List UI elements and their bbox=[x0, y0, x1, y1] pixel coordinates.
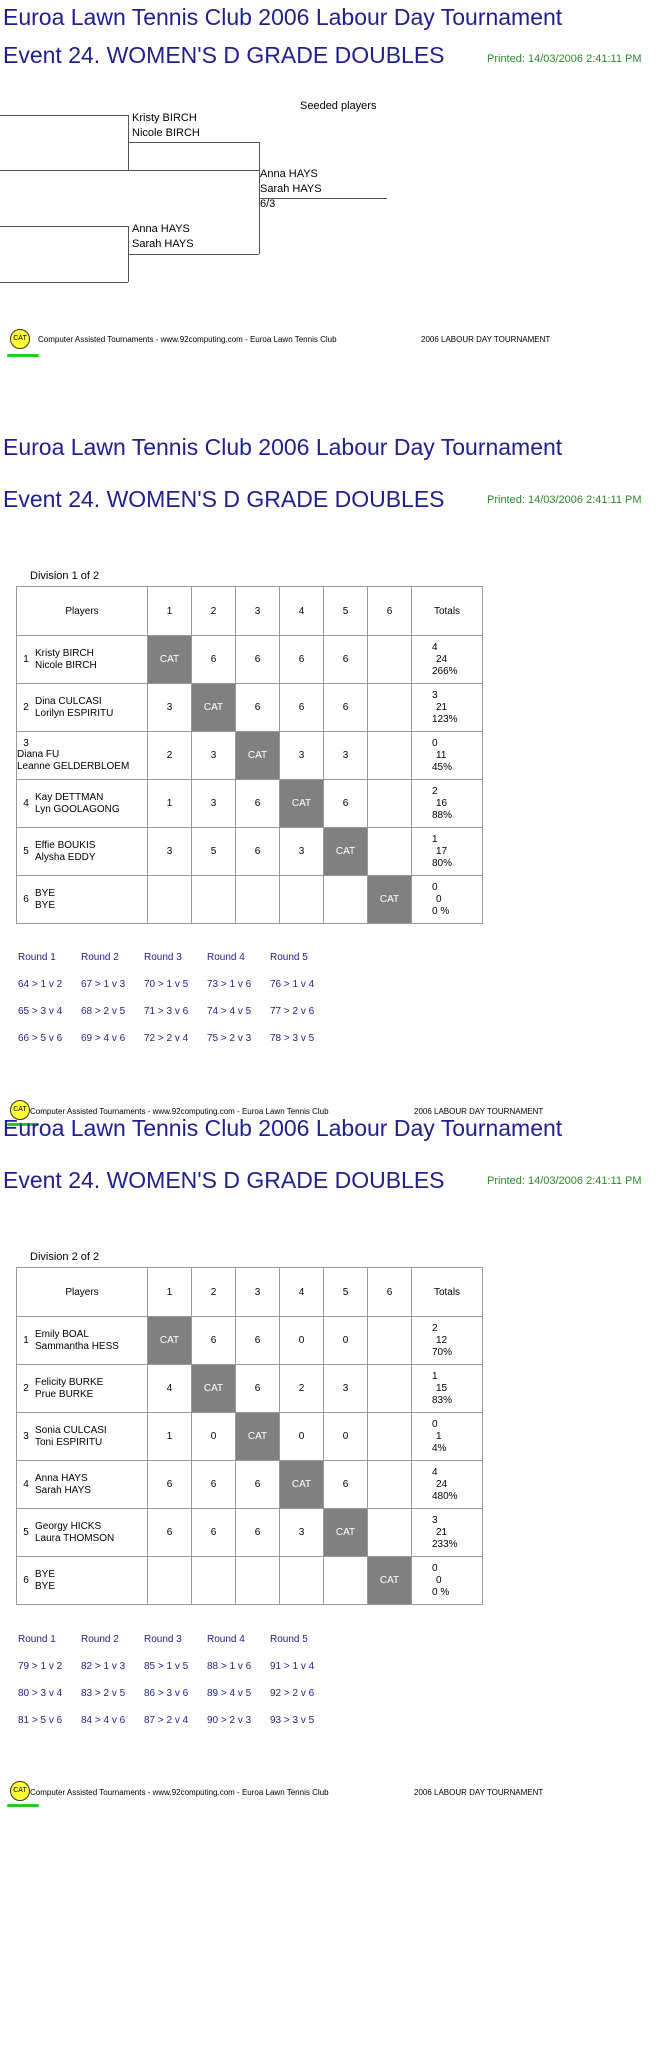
score-cell: CAT bbox=[192, 1365, 236, 1413]
round-match: 91 > 1 v 4 bbox=[270, 1661, 315, 1672]
round-label: Round 3 bbox=[144, 952, 182, 963]
score-cell bbox=[148, 1557, 192, 1605]
round-match: 86 > 3 v 6 bbox=[144, 1688, 189, 1699]
round-column bbox=[207, 1633, 251, 1741]
round-label: Round 2 bbox=[81, 952, 119, 963]
round-match: 87 > 2 v 4 bbox=[144, 1715, 189, 1726]
round-match: 68 > 2 v 5 bbox=[81, 1006, 126, 1017]
totals-cell bbox=[412, 876, 483, 924]
round-match: 80 > 3 v 4 bbox=[18, 1688, 63, 1699]
player-cell bbox=[17, 1557, 148, 1605]
total-value: 12 bbox=[436, 1334, 448, 1346]
player-cell bbox=[17, 1413, 148, 1461]
totals-cell bbox=[412, 1509, 483, 1557]
col-header: 3 bbox=[236, 587, 280, 636]
page1-title: Euroa Lawn Tennis Club 2006 Labour Day Tournament bbox=[3, 4, 563, 30]
score-cell: 6 bbox=[236, 684, 280, 732]
page3-title: Euroa Lawn Tennis Club 2006 Labour Day Tournament bbox=[3, 1115, 563, 1141]
score-cell: 3 bbox=[324, 1365, 368, 1413]
totals-cell bbox=[412, 732, 483, 780]
score-cell: 0 bbox=[324, 1317, 368, 1365]
score-cell: 1 bbox=[148, 780, 192, 828]
score-cell: 0 bbox=[324, 1413, 368, 1461]
score-cell: 6 bbox=[236, 1509, 280, 1557]
score-cell: CAT bbox=[148, 1317, 192, 1365]
total-value: 0 bbox=[432, 881, 438, 893]
total-value: 1 bbox=[432, 833, 438, 845]
total-value: 16 bbox=[436, 797, 448, 809]
score-cell: 6 bbox=[192, 1461, 236, 1509]
player-name: Kay DETTMAN bbox=[35, 791, 104, 803]
player-name: Sonia CULCASI bbox=[35, 1424, 107, 1436]
score-cell: CAT bbox=[192, 684, 236, 732]
round-column bbox=[81, 951, 125, 1059]
player-name: Lorilyn ESPIRITU bbox=[35, 707, 114, 719]
total-value: 0 bbox=[432, 1562, 438, 1574]
score-cell bbox=[368, 1509, 412, 1557]
player-name: Nicole BIRCH bbox=[35, 659, 97, 671]
page3-event-title: Event 24. WOMEN'S D GRADE DOUBLES bbox=[3, 1167, 445, 1193]
totals-cell bbox=[412, 1365, 483, 1413]
total-value: 24 bbox=[436, 1478, 448, 1490]
col-header: 4 bbox=[280, 1268, 324, 1317]
total-value: 80% bbox=[432, 857, 453, 869]
score-cell: 6 bbox=[192, 1317, 236, 1365]
player-cell bbox=[17, 1365, 148, 1413]
total-value: 88% bbox=[432, 809, 453, 821]
player-name: BYE bbox=[35, 887, 56, 899]
totals-cell bbox=[412, 1317, 483, 1365]
row-number: 2 bbox=[23, 702, 29, 713]
table-row bbox=[17, 1461, 483, 1509]
round-match: 78 > 3 v 5 bbox=[270, 1033, 315, 1044]
total-value: 0 bbox=[432, 737, 438, 749]
table-row bbox=[17, 1557, 483, 1605]
page3-footer-right: 2006 LABOUR DAY TOURNAMENT bbox=[414, 1788, 544, 1797]
round-match: 72 > 2 v 4 bbox=[144, 1033, 189, 1044]
total-value: 0 bbox=[432, 1418, 438, 1430]
total-value: 4 bbox=[432, 1466, 438, 1478]
score-cell: 3 bbox=[280, 1509, 324, 1557]
total-value: 2 bbox=[432, 785, 438, 797]
totals-header: Totals bbox=[412, 587, 483, 636]
player-cell bbox=[17, 732, 148, 780]
total-value: 4% bbox=[432, 1442, 447, 1454]
draw-top-player-2: Nicole BIRCH bbox=[132, 127, 200, 139]
total-value: 45% bbox=[432, 761, 453, 773]
player-name: Prue BURKE bbox=[35, 1388, 94, 1400]
total-value: 21 bbox=[436, 1526, 448, 1538]
score-cell: 1 bbox=[148, 1413, 192, 1461]
round-column bbox=[144, 951, 188, 1059]
row-number: 1 bbox=[23, 654, 29, 665]
score-cell: 0 bbox=[192, 1413, 236, 1461]
row-number: 5 bbox=[23, 1527, 29, 1538]
round-column bbox=[144, 1633, 188, 1741]
round-match: 77 > 2 v 6 bbox=[270, 1006, 315, 1017]
round-label: Round 5 bbox=[270, 1634, 308, 1645]
score-cell: CAT bbox=[368, 876, 412, 924]
score-cell: 3 bbox=[192, 732, 236, 780]
score-cell: 0 bbox=[280, 1317, 324, 1365]
row-number: 6 bbox=[23, 894, 29, 905]
total-value: 83% bbox=[432, 1394, 453, 1406]
score-cell: 4 bbox=[148, 1365, 192, 1413]
score-cell: 6 bbox=[192, 636, 236, 684]
table-row bbox=[17, 780, 483, 828]
page1-event-title: Event 24. WOMEN'S D GRADE DOUBLES bbox=[3, 42, 445, 68]
row-number: 6 bbox=[23, 1575, 29, 1586]
round-label: Round 4 bbox=[207, 952, 245, 963]
round-match: 83 > 2 v 5 bbox=[81, 1688, 126, 1699]
round-label: Round 5 bbox=[270, 952, 308, 963]
round-match: 69 > 4 v 6 bbox=[81, 1033, 126, 1044]
score-cell: 6 bbox=[280, 636, 324, 684]
total-value: 233% bbox=[432, 1538, 458, 1550]
page3-printed-date: Printed: 14/03/2006 2:41:11 PM bbox=[487, 1175, 642, 1187]
player-name: Toni ESPIRITU bbox=[35, 1436, 103, 1448]
totals-cell bbox=[412, 828, 483, 876]
player-name: Effie BOUKIS bbox=[35, 839, 96, 851]
player-cell bbox=[17, 828, 148, 876]
player-name: Leanne GELDERBLOEM bbox=[17, 761, 130, 773]
round-label: Round 4 bbox=[207, 1634, 245, 1645]
player-name: Diana FU bbox=[17, 749, 60, 761]
score-cell: CAT bbox=[324, 828, 368, 876]
draw-score: 6/3 bbox=[260, 198, 276, 210]
player-cell bbox=[17, 1461, 148, 1509]
round-match: 70 > 1 v 5 bbox=[144, 979, 189, 990]
score-cell: 2 bbox=[148, 732, 192, 780]
page2-footer-text: Computer Assisted Tournaments - www.92computing.com - Euroa Lawn Tennis Club bbox=[30, 1107, 329, 1116]
cat-logo-icon: CAT bbox=[10, 1781, 30, 1801]
row-number: 3 bbox=[23, 737, 29, 749]
score-cell bbox=[324, 1557, 368, 1605]
round-column bbox=[270, 1633, 314, 1741]
round-match: 90 > 2 v 3 bbox=[207, 1715, 252, 1726]
score-cell: CAT bbox=[236, 732, 280, 780]
total-value: 21 bbox=[436, 701, 448, 713]
score-cell bbox=[148, 876, 192, 924]
score-cell: 2 bbox=[280, 1365, 324, 1413]
division1-table bbox=[16, 586, 483, 924]
score-cell: 6 bbox=[236, 828, 280, 876]
score-cell: CAT bbox=[368, 1557, 412, 1605]
row-number: 3 bbox=[23, 1431, 29, 1442]
score-cell bbox=[368, 1365, 412, 1413]
round-label: Round 1 bbox=[18, 1634, 56, 1645]
score-cell: 6 bbox=[236, 780, 280, 828]
page2-division: Division 1 of 2 bbox=[30, 570, 100, 582]
table-row bbox=[17, 684, 483, 732]
table-row bbox=[17, 636, 483, 684]
round-column bbox=[207, 951, 251, 1059]
player-name: Alysha EDDY bbox=[35, 851, 96, 863]
player-name: Felicity BURKE bbox=[35, 1376, 104, 1388]
player-cell bbox=[17, 780, 148, 828]
score-cell: 3 bbox=[148, 684, 192, 732]
total-value: 17 bbox=[436, 845, 448, 857]
table-row bbox=[17, 1317, 483, 1365]
score-cell bbox=[192, 1557, 236, 1605]
row-number: 1 bbox=[23, 1335, 29, 1346]
totals-cell bbox=[412, 636, 483, 684]
score-cell: 3 bbox=[192, 780, 236, 828]
total-value: 1 bbox=[432, 1370, 438, 1382]
player-cell bbox=[17, 636, 148, 684]
round-match: 73 > 1 v 6 bbox=[207, 979, 252, 990]
round-match: 82 > 1 v 3 bbox=[81, 1661, 126, 1672]
total-value: 24 bbox=[436, 653, 448, 665]
table-row bbox=[17, 876, 483, 924]
page2-footer-right: 2006 LABOUR DAY TOURNAMENT bbox=[414, 1107, 544, 1116]
player-name: Anna HAYS bbox=[35, 1472, 88, 1484]
score-cell: 3 bbox=[148, 828, 192, 876]
page3-footer-text: Computer Assisted Tournaments - www.92computing.com - Euroa Lawn Tennis Club bbox=[30, 1788, 329, 1797]
round-label: Round 1 bbox=[18, 952, 56, 963]
score-cell: 6 bbox=[236, 1365, 280, 1413]
score-cell: 6 bbox=[236, 1317, 280, 1365]
player-cell bbox=[17, 1317, 148, 1365]
round-label: Round 3 bbox=[144, 1634, 182, 1645]
round-column bbox=[18, 1633, 62, 1741]
score-cell: 6 bbox=[324, 1461, 368, 1509]
draw-top-player-1: Kristy BIRCH bbox=[132, 112, 197, 124]
row-number: 2 bbox=[23, 1383, 29, 1394]
player-name: Sarah HAYS bbox=[35, 1484, 91, 1496]
player-name: Sammantha HESS bbox=[35, 1340, 119, 1352]
round-match: 85 > 1 v 5 bbox=[144, 1661, 189, 1672]
col-header: 3 bbox=[236, 1268, 280, 1317]
total-value: 3 bbox=[432, 1514, 438, 1526]
round-match: 81 > 5 v 6 bbox=[18, 1715, 63, 1726]
col-header: 6 bbox=[368, 1268, 412, 1317]
round-match: 66 > 5 v 6 bbox=[18, 1033, 63, 1044]
totals-header: Totals bbox=[412, 1268, 483, 1317]
round-match: 67 > 1 v 3 bbox=[81, 979, 126, 990]
row-number: 4 bbox=[23, 1479, 29, 1490]
total-value: 0 % bbox=[432, 905, 450, 917]
score-cell: 5 bbox=[192, 828, 236, 876]
table-row bbox=[17, 1365, 483, 1413]
player-name: Georgy HICKS bbox=[35, 1520, 102, 1532]
score-cell: 6 bbox=[324, 636, 368, 684]
round-match: 74 > 4 v 5 bbox=[207, 1006, 252, 1017]
score-cell bbox=[280, 876, 324, 924]
player-cell bbox=[17, 1509, 148, 1557]
score-cell bbox=[368, 1413, 412, 1461]
totals-cell bbox=[412, 780, 483, 828]
draw-bottom-player-2: Sarah HAYS bbox=[132, 238, 194, 250]
player-name: BYE bbox=[35, 1568, 56, 1580]
score-cell: CAT bbox=[236, 1413, 280, 1461]
score-cell: 6 bbox=[280, 684, 324, 732]
score-cell bbox=[368, 1461, 412, 1509]
total-value: 266% bbox=[432, 665, 458, 677]
col-header: 5 bbox=[324, 587, 368, 636]
round-column bbox=[81, 1633, 125, 1741]
total-value: 15 bbox=[436, 1382, 448, 1394]
row-number: 4 bbox=[23, 798, 29, 809]
score-cell bbox=[324, 876, 368, 924]
page3-division: Division 2 of 2 bbox=[30, 1251, 100, 1263]
player-name: Dina CULCASI bbox=[35, 695, 102, 707]
total-value: 0 bbox=[436, 893, 442, 905]
cat-logo-icon: CAT bbox=[10, 1100, 30, 1120]
total-value: 3 bbox=[432, 689, 438, 701]
col-header: 4 bbox=[280, 587, 324, 636]
score-cell: 6 bbox=[148, 1509, 192, 1557]
score-cell bbox=[236, 876, 280, 924]
col-header: 2 bbox=[192, 587, 236, 636]
total-value: 2 bbox=[432, 1322, 438, 1334]
score-cell: 3 bbox=[324, 732, 368, 780]
round-match: 76 > 1 v 4 bbox=[270, 979, 315, 990]
page2-printed-date: Printed: 14/03/2006 2:41:11 PM bbox=[487, 494, 642, 506]
score-cell: 6 bbox=[324, 780, 368, 828]
score-cell: CAT bbox=[280, 780, 324, 828]
totals-cell bbox=[412, 1413, 483, 1461]
score-cell bbox=[368, 780, 412, 828]
table-row bbox=[17, 732, 483, 780]
total-value: 70% bbox=[432, 1346, 453, 1358]
round-column bbox=[18, 951, 62, 1059]
player-name: BYE bbox=[35, 899, 56, 911]
score-cell bbox=[368, 732, 412, 780]
score-cell: 6 bbox=[236, 1461, 280, 1509]
player-name: Emily BOAL bbox=[35, 1328, 89, 1340]
score-cell: CAT bbox=[148, 636, 192, 684]
cat-logo-icon: CAT bbox=[10, 329, 30, 349]
total-value: 1 bbox=[436, 1430, 442, 1442]
round-match: 75 > 2 v 3 bbox=[207, 1033, 252, 1044]
score-cell: CAT bbox=[280, 1461, 324, 1509]
score-cell bbox=[368, 684, 412, 732]
total-value: 0 % bbox=[432, 1586, 450, 1598]
page1-printed-date: Printed: 14/03/2006 2:41:11 PM bbox=[487, 53, 642, 65]
total-value: 4 bbox=[432, 641, 438, 653]
page1-footer-right: 2006 LABOUR DAY TOURNAMENT bbox=[421, 335, 551, 344]
round-match: 92 > 2 v 6 bbox=[270, 1688, 315, 1699]
round-match: 65 > 3 v 4 bbox=[18, 1006, 63, 1017]
col-header: 2 bbox=[192, 1268, 236, 1317]
player-name: Kristy BIRCH bbox=[35, 647, 94, 659]
page2-event-title: Event 24. WOMEN'S D GRADE DOUBLES bbox=[3, 486, 445, 512]
page2-title: Euroa Lawn Tennis Club 2006 Labour Day Tournament bbox=[3, 434, 563, 460]
table-row bbox=[17, 1413, 483, 1461]
row-number: 5 bbox=[23, 846, 29, 857]
draw-winner-player-1: Anna HAYS bbox=[260, 168, 318, 180]
score-cell: 6 bbox=[324, 684, 368, 732]
col-header: 6 bbox=[368, 587, 412, 636]
totals-cell bbox=[412, 684, 483, 732]
score-cell: CAT bbox=[324, 1509, 368, 1557]
total-value: 480% bbox=[432, 1490, 458, 1502]
score-cell bbox=[236, 1557, 280, 1605]
table-row bbox=[17, 1509, 483, 1557]
score-cell: 6 bbox=[236, 636, 280, 684]
round-match: 93 > 3 v 5 bbox=[270, 1715, 315, 1726]
round-match: 79 > 1 v 2 bbox=[18, 1661, 63, 1672]
draw-bottom-player-1: Anna HAYS bbox=[132, 223, 190, 235]
round-column bbox=[270, 951, 314, 1059]
total-value: 0 bbox=[436, 1574, 442, 1586]
col-header: 5 bbox=[324, 1268, 368, 1317]
players-header: Players bbox=[17, 587, 148, 636]
score-cell: 6 bbox=[148, 1461, 192, 1509]
round-match: 64 > 1 v 2 bbox=[18, 979, 63, 990]
score-cell bbox=[368, 636, 412, 684]
total-value: 11 bbox=[436, 749, 447, 761]
score-cell bbox=[280, 1557, 324, 1605]
division2-table bbox=[16, 1267, 483, 1605]
totals-cell bbox=[412, 1461, 483, 1509]
col-header: 1 bbox=[148, 587, 192, 636]
score-cell bbox=[192, 876, 236, 924]
total-value: 123% bbox=[432, 713, 458, 725]
player-name: Lyn GOOLAGONG bbox=[35, 803, 120, 815]
round-label: Round 2 bbox=[81, 1634, 119, 1645]
col-header: 1 bbox=[148, 1268, 192, 1317]
round-match: 84 > 4 v 6 bbox=[81, 1715, 126, 1726]
round-match: 88 > 1 v 6 bbox=[207, 1661, 252, 1672]
player-cell bbox=[17, 876, 148, 924]
score-cell: 3 bbox=[280, 732, 324, 780]
page1-footer-text: Computer Assisted Tournaments - www.92computing.com - Euroa Lawn Tennis Club bbox=[38, 335, 337, 344]
score-cell bbox=[368, 1317, 412, 1365]
player-cell bbox=[17, 684, 148, 732]
score-cell bbox=[368, 828, 412, 876]
totals-cell bbox=[412, 1557, 483, 1605]
round-match: 71 > 3 v 6 bbox=[144, 1006, 189, 1017]
score-cell: 3 bbox=[280, 828, 324, 876]
players-header: Players bbox=[17, 1268, 148, 1317]
player-name: Laura THOMSON bbox=[35, 1532, 115, 1544]
draw-winner-player-2: Sarah HAYS bbox=[260, 183, 322, 195]
score-cell: 0 bbox=[280, 1413, 324, 1461]
seeded-players-label: Seeded players bbox=[300, 100, 377, 112]
player-name: BYE bbox=[35, 1580, 56, 1592]
score-cell: 6 bbox=[192, 1509, 236, 1557]
round-match: 89 > 4 v 5 bbox=[207, 1688, 252, 1699]
table-row bbox=[17, 828, 483, 876]
